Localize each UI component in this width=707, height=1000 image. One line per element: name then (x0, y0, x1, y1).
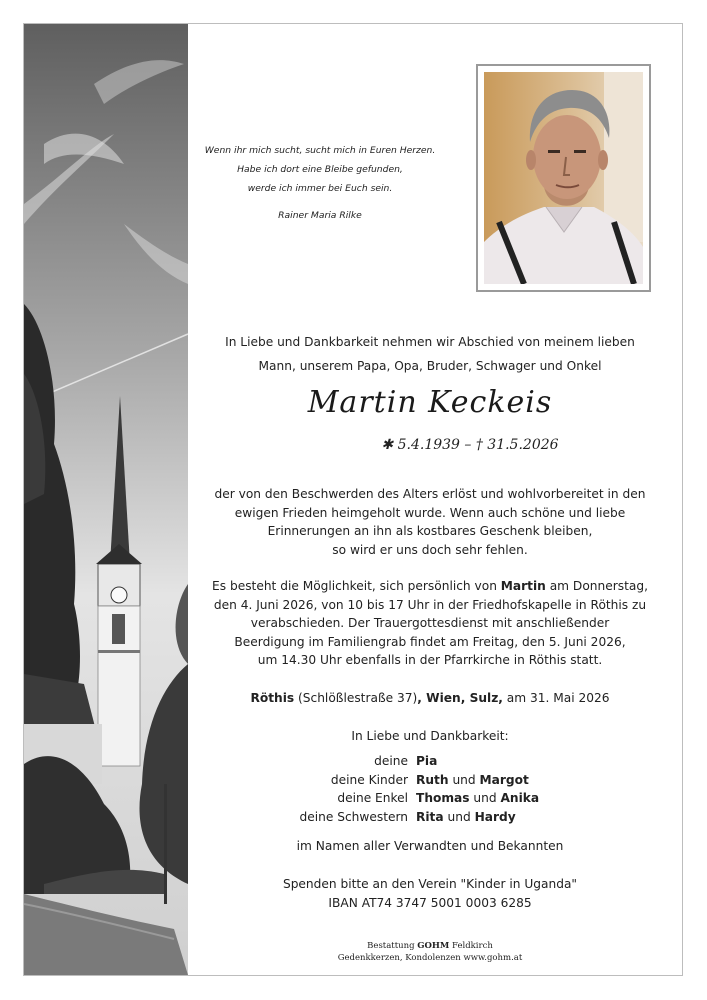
iban-line: IBAN AT74 3747 5001 0003 6285 (328, 895, 532, 910)
family-member: Anika (500, 791, 540, 806)
name-mention: Martin (500, 579, 546, 593)
family-row: deine Schwestern Rita und Hardy (200, 808, 660, 827)
family-member: Hardy (474, 809, 516, 824)
family-row: deine Enkel Thomas und Anika (200, 789, 660, 808)
family-label: deine Kinder (330, 772, 408, 787)
quote-author: Rainer Maria Rilke (278, 210, 362, 221)
text-line: um 14.30 Uhr ebenfalls in der Pfarrkirche in Röthis statt. (257, 653, 603, 668)
intro-line: In Liebe und Dankbarkeit nehmen wir Abschied von meinem lieben (225, 335, 635, 349)
town: Röthis (250, 691, 295, 705)
portrait-photo (484, 72, 643, 284)
text-line: den 4. Juni 2026, von 10 bis 17 Uhr in der Friedhofskapelle in Röthis zu (213, 597, 647, 612)
text-line: ewigen Frieden heimgeholt wurde. Wenn auch schöne und liebe (234, 505, 626, 520)
family-label: deine Enkel (337, 791, 408, 806)
family-member: Thomas (416, 791, 470, 806)
text-line: verabschieden. Der Trauergottesdienst mit anschließender (250, 616, 610, 631)
family-label: deine Schwestern (299, 809, 408, 824)
text-line: Es besteht die Möglichkeit, sich persönlich von Martin am Donnerstag, (212, 579, 648, 593)
family-member: Pia (416, 754, 438, 768)
family-member: Margot (479, 772, 529, 787)
text-line: der von den Beschwerden des Alters erlöst und wohlvorbereitet in den (214, 487, 646, 501)
church-photo (24, 24, 188, 975)
life-dates: ✱ 5.4.1939 – † 31.5.2026 (381, 437, 559, 453)
date: am 31. Mai 2026 (502, 691, 610, 705)
family-list (200, 752, 660, 826)
other-towns: , Wien, Sulz, (417, 691, 503, 705)
donation-block (200, 875, 660, 912)
quote-block (200, 141, 440, 225)
family-row: deine Kinder Ruth und Margot (200, 771, 660, 790)
text-line: Erinnerungen an ihn als kostbares Geschenk bleiben, (267, 524, 593, 539)
portrait-frame (476, 64, 651, 292)
donation-line: Spenden bitte an den Verein "Kinder in Uganda" (282, 877, 578, 891)
text-line: Beerdigung im Familiengrab findet am Freitag, den 5. Juni 2026, (234, 634, 626, 649)
place-date (200, 689, 660, 708)
farewell-text (200, 577, 660, 670)
quote-line: Wenn ihr mich sucht, sucht mich in Euren Herzen. (204, 145, 436, 156)
deceased-name: Martin Keckeis (307, 385, 553, 420)
address: (Schlößlestraße 37) (294, 691, 418, 705)
undertaker-footer: Bestattung GOHM Feldkirch Gedenkkerzen, Kondolenzen www.gohm.at (200, 940, 660, 964)
closing-line: In Liebe und Dankbarkeit: (351, 729, 509, 743)
text-line: so wird er uns doch sehr fehlen. (332, 542, 528, 557)
undertaker-brand: GOHM (417, 941, 450, 951)
intro-line: Mann, unserem Papa, Opa, Bruder, Schwager und Onkel (258, 358, 602, 373)
family-row (200, 752, 660, 771)
quote-line: werde ich immer bei Euch sein. (247, 183, 393, 194)
quote-line: Habe ich dort eine Bleibe gefunden, (237, 164, 403, 175)
family-label: deine (374, 754, 408, 768)
intro-text (200, 333, 660, 375)
family-member: Ruth (416, 772, 449, 787)
family-member: Rita (416, 809, 444, 824)
relatives-line: im Namen aller Verwandten und Bekannten (296, 839, 564, 853)
obituary-text (200, 485, 660, 559)
footer-line: Gedenkkerzen, Kondolenzen www.gohm.at (337, 953, 523, 963)
